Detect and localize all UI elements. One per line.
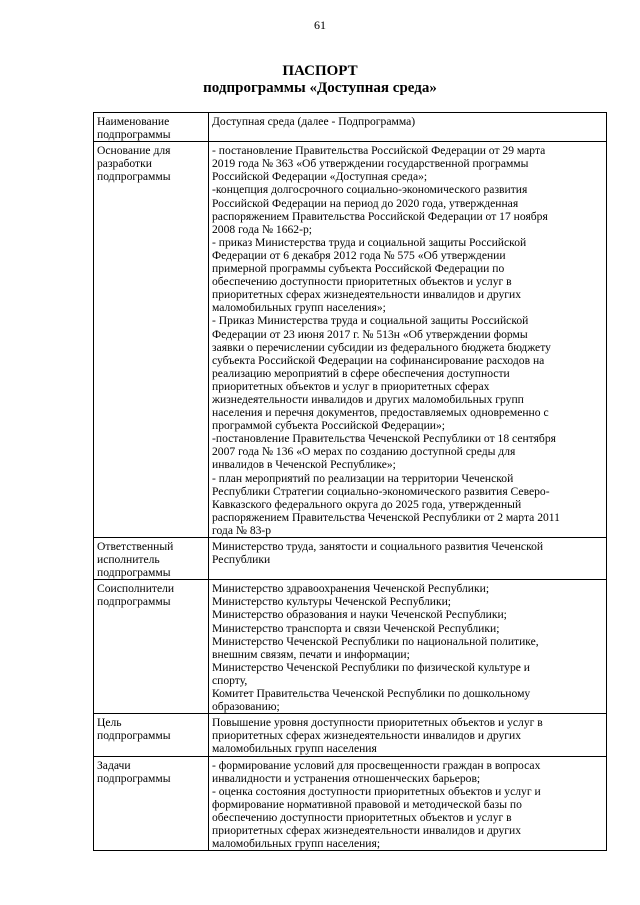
content-line: приоритетных объектов и услуг в приоритетных сферах [212, 379, 490, 393]
content-line: - формирование условий для просвещенности граждан в вопросах [212, 758, 541, 772]
row-content-tasks [209, 756, 607, 851]
content-line: инвалидности и устранения отношенческих барьеров; [212, 771, 481, 785]
content-line: Министерство образования и науки Чеченской Республики; [212, 608, 507, 622]
content-line: образованию; [212, 700, 280, 714]
content-line: программой субъекта Российской Федерации»; [212, 419, 445, 433]
content-line: формирование нормативной правовой и методической базы по [212, 797, 522, 811]
content-line: Федерации от 23 июня 2017 г. № 513н «Об утверждении формы [212, 327, 528, 341]
content-line: жизнедеятельности инвалидов и других маломобильных групп [212, 392, 524, 406]
row-content-coexecutors [209, 580, 607, 714]
table-row [94, 538, 607, 580]
passport-table [93, 112, 607, 851]
row-label-basis [94, 142, 209, 538]
row-label-coexecutors [94, 580, 209, 714]
content-line: -концепция долгосрочного социально-экономического развития [212, 183, 528, 197]
content-line: Министерство транспорта и связи Чеченской Республики; [212, 621, 500, 635]
content-line: года № 83-р [212, 523, 272, 537]
label-line: подпрограммы [97, 771, 171, 785]
content-line: распоряжением Правительства Чеченской Республики от 2 марта 2011 [212, 510, 560, 524]
label-line: подпрограммы [97, 566, 171, 580]
label-line: разработки [97, 157, 152, 171]
content-line: Министерство здравоохранения Чеченской Республики; [212, 582, 490, 596]
row-content-goal [209, 714, 607, 756]
content-line: Повышение уровня доступности приоритетных объектов и услуг в [212, 716, 543, 730]
content-line: -постановление Правительства Чеченской Республики от 18 сентября [212, 432, 556, 446]
table-row [94, 714, 607, 756]
content-line: Комитет Правительства Чеченской Республики по дошкольному [212, 687, 531, 701]
label-line: исполнитель [97, 553, 160, 567]
content-line: заявки о перечислении субсидии из федерального бюджета бюджету [212, 340, 551, 354]
content-line: Федерации от 6 декабря 2012 года № 575 «Об утверждении [212, 248, 506, 262]
content-line: маломобильных групп населения»; [212, 301, 386, 315]
row-content-responsible [209, 538, 607, 580]
content-line: 2008 года № 1662-р; [212, 222, 312, 236]
content-line: населения и перечня документов, предоставляемых одновременно с [212, 406, 549, 420]
content-line: субъекта Российской Федерации на софинансирование расходов на [212, 353, 545, 367]
content-line: - постановление Правительства Российской Федерации от 29 марта [212, 144, 546, 158]
document-title: ПАСПОРТ [282, 63, 358, 79]
content-line: внешним связям, печати и информации; [212, 647, 410, 661]
content-line: маломобильных групп населения; [212, 837, 381, 851]
content-line: Доступная среда (далее - Подпрограмма) [212, 115, 416, 128]
content-line: обеспечению доступности приоритетных объектов и услуг в [212, 810, 512, 824]
content-line: Республики Стратегии социально-экономического развития Северо- [212, 484, 550, 498]
content-line: Российской Федерации на период до 2020 года, утвержденная [212, 196, 519, 210]
content-line: примерной программы субъекта Российской Федерации по [212, 262, 505, 276]
label-line: Ответственный [97, 540, 174, 553]
content-line: инвалидов в Чеченской Республике»; [212, 458, 396, 472]
content-line: - приказ Министерства труда и социальной защиты Российской [212, 235, 527, 249]
content-line: распоряжением Правительства Российской Федерации от 17 ноября [212, 209, 548, 223]
document-subtitle: подпрограммы «Доступная среда» [203, 80, 437, 96]
content-line: - план мероприятий по реализации на территории Чеченской [212, 471, 514, 485]
label-line: Основание для [97, 144, 171, 158]
content-line: Министерство Чеченской Республики по физической культуре и [212, 660, 531, 674]
label-line: подпрограммы [97, 595, 171, 609]
content-line: Республики [212, 553, 271, 567]
content-line: 2007 года № 136 «О мерах по созданию доступной среды для [212, 445, 516, 459]
content-line: Министерство культуры Чеченской Республики; [212, 595, 452, 609]
content-line: Министерство труда, занятости и социального развития Чеченской [212, 540, 544, 553]
row-label-name [94, 113, 209, 142]
table-row [94, 580, 607, 714]
table-row [94, 113, 607, 142]
label-line: Наименование [97, 115, 170, 128]
label-line: подпрограммы [97, 170, 171, 184]
content-line: маломобильных групп населения [212, 742, 377, 756]
content-line: спорту, [212, 673, 248, 687]
content-line: обеспечению доступности приоритетных объектов и услуг в [212, 275, 512, 289]
content-line: приоритетных сферах жизнедеятельности инвалидов и других [212, 288, 522, 302]
content-line: Российской Федерации «Доступная среда»; [212, 170, 428, 184]
label-line: Задачи [97, 758, 131, 772]
table-row [94, 142, 607, 538]
content-line: реализацию мероприятий в сфере обеспечения доступности [212, 366, 510, 380]
row-content-name [209, 113, 607, 142]
row-label-tasks [94, 756, 209, 851]
page-number: 61 [314, 18, 326, 32]
row-label-goal [94, 714, 209, 756]
label-line: подпрограммы [97, 128, 171, 142]
content-line: - оценка состояния доступности приоритетных объектов и услуг и [212, 784, 541, 798]
label-line: Соисполнители [97, 582, 175, 596]
content-line: Кавказского федерального округа до 2025 года, утвержденный [212, 497, 522, 511]
content-line: приоритетных сферах жизнедеятельности инвалидов и других [212, 823, 522, 837]
label-line: Цель [97, 716, 122, 730]
content-line: Министерство Чеченской Республики по национальной политике, [212, 634, 539, 648]
content-line: приоритетных сферах жизнедеятельности инвалидов и других [212, 729, 522, 743]
label-line: подпрограммы [97, 729, 171, 743]
row-label-responsible [94, 538, 209, 580]
content-line: 2019 года № 363 «Об утверждении государственной программы [212, 157, 529, 171]
table-row [94, 756, 607, 851]
row-content-basis [209, 142, 607, 538]
content-line: - Приказ Министерства труда и социальной защиты Российской [212, 314, 529, 328]
